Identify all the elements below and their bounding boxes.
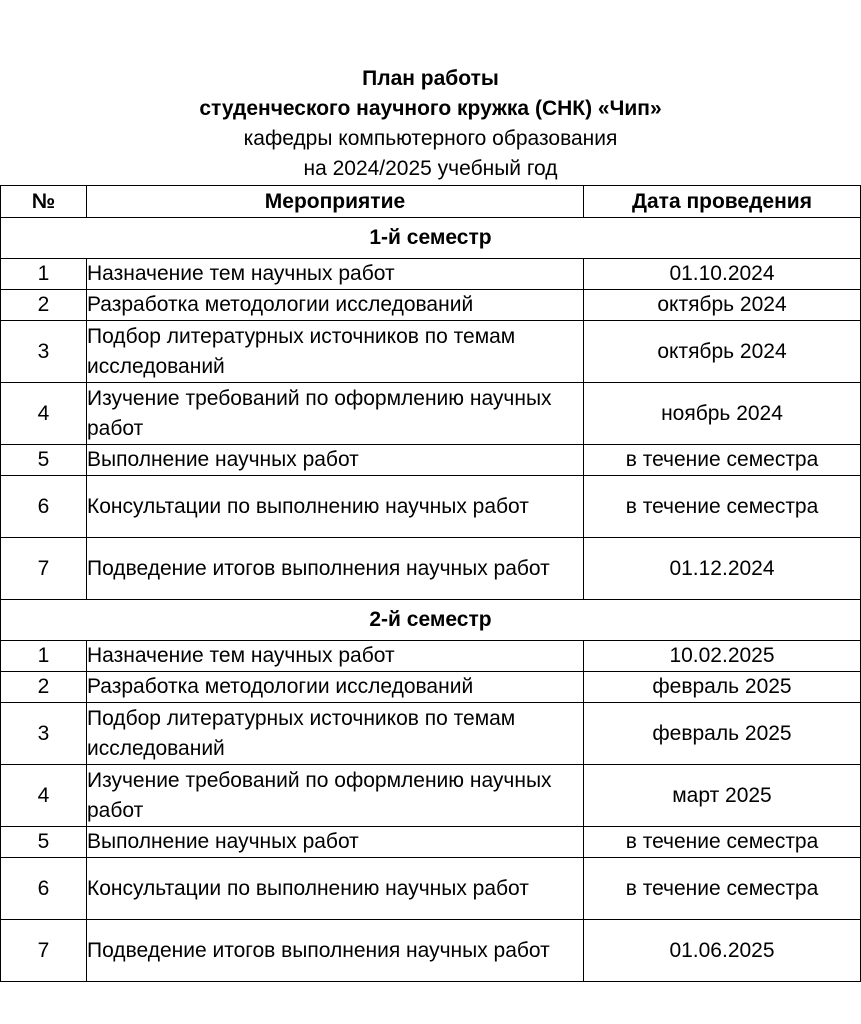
- table-row: [1, 641, 861, 672]
- row-event: Консультации по выполнению научных работ: [87, 858, 584, 920]
- row-date: 01.12.2024: [584, 538, 861, 600]
- row-event: Изучение требований по оформлению научных работ: [87, 765, 584, 827]
- row-number: 3: [1, 321, 87, 383]
- row-event: Подбор литературных источников по темам исследований: [87, 703, 584, 765]
- academic-year-line: на 2024/2025 учебный год: [303, 157, 558, 180]
- row-event: Разработка методологии исследований: [87, 290, 584, 321]
- column-header-number: №: [1, 186, 87, 218]
- row-event: Изучение требований по оформлению научных работ: [87, 383, 584, 445]
- row-number: 1: [1, 641, 87, 672]
- row-number: 5: [1, 445, 87, 476]
- row-event: Выполнение научных работ: [87, 445, 584, 476]
- row-number: 1: [1, 259, 87, 290]
- table-row: [1, 321, 861, 383]
- row-date: февраль 2025: [584, 672, 861, 703]
- row-event: Консультации по выполнению научных работ: [87, 476, 584, 538]
- column-header-event: Мероприятие: [87, 186, 584, 218]
- row-event: Разработка методологии исследований: [87, 672, 584, 703]
- document-header: [0, 64, 861, 184]
- row-number: 2: [1, 290, 87, 321]
- table-row: [1, 765, 861, 827]
- table-row: [1, 858, 861, 920]
- row-date: 01.10.2024: [584, 259, 861, 290]
- semester-header-row: [1, 600, 861, 641]
- row-number: 3: [1, 703, 87, 765]
- department-line: кафедры компьютерного образования: [243, 127, 618, 150]
- table-row: [1, 827, 861, 858]
- semester-title: 1-й семестр: [1, 218, 861, 259]
- table-row: [1, 703, 861, 765]
- semester-title: 2-й семестр: [1, 600, 861, 641]
- row-event: Выполнение научных работ: [87, 827, 584, 858]
- row-number: 7: [1, 538, 87, 600]
- row-event: Подведение итогов выполнения научных работ: [87, 538, 584, 600]
- row-date: в течение семестра: [584, 445, 861, 476]
- row-date: 10.02.2025: [584, 641, 861, 672]
- table-row: [1, 383, 861, 445]
- table-header-row: [1, 186, 861, 218]
- row-number: 6: [1, 858, 87, 920]
- row-date: март 2025: [584, 765, 861, 827]
- row-date: в течение семестра: [584, 858, 861, 920]
- row-number: 5: [1, 827, 87, 858]
- table-row: [1, 920, 861, 982]
- row-event: Подбор литературных источников по темам исследований: [87, 321, 584, 383]
- row-event: Назначение тем научных работ: [87, 641, 584, 672]
- row-event: Назначение тем научных работ: [87, 259, 584, 290]
- row-date: 01.06.2025: [584, 920, 861, 982]
- row-event: Подведение итогов выполнения научных работ: [87, 920, 584, 982]
- document-subtitle: студенческого научного кружка (СНК) «Чип»: [199, 97, 662, 120]
- row-date: ноябрь 2024: [584, 383, 861, 445]
- row-number: 4: [1, 765, 87, 827]
- row-number: 2: [1, 672, 87, 703]
- row-date: октябрь 2024: [584, 321, 861, 383]
- column-header-date: Дата проведения: [584, 186, 861, 218]
- work-plan-table: [0, 185, 861, 982]
- row-date: в течение семестра: [584, 476, 861, 538]
- row-date: октябрь 2024: [584, 290, 861, 321]
- table-row: [1, 445, 861, 476]
- row-number: 4: [1, 383, 87, 445]
- row-date: в течение семестра: [584, 827, 861, 858]
- table-row: [1, 476, 861, 538]
- table-row: [1, 290, 861, 321]
- table-row: [1, 672, 861, 703]
- document-title: План работы: [362, 67, 499, 90]
- row-number: 7: [1, 920, 87, 982]
- row-date: февраль 2025: [584, 703, 861, 765]
- table-row: [1, 259, 861, 290]
- table-row: [1, 538, 861, 600]
- row-number: 6: [1, 476, 87, 538]
- semester-header-row: [1, 218, 861, 259]
